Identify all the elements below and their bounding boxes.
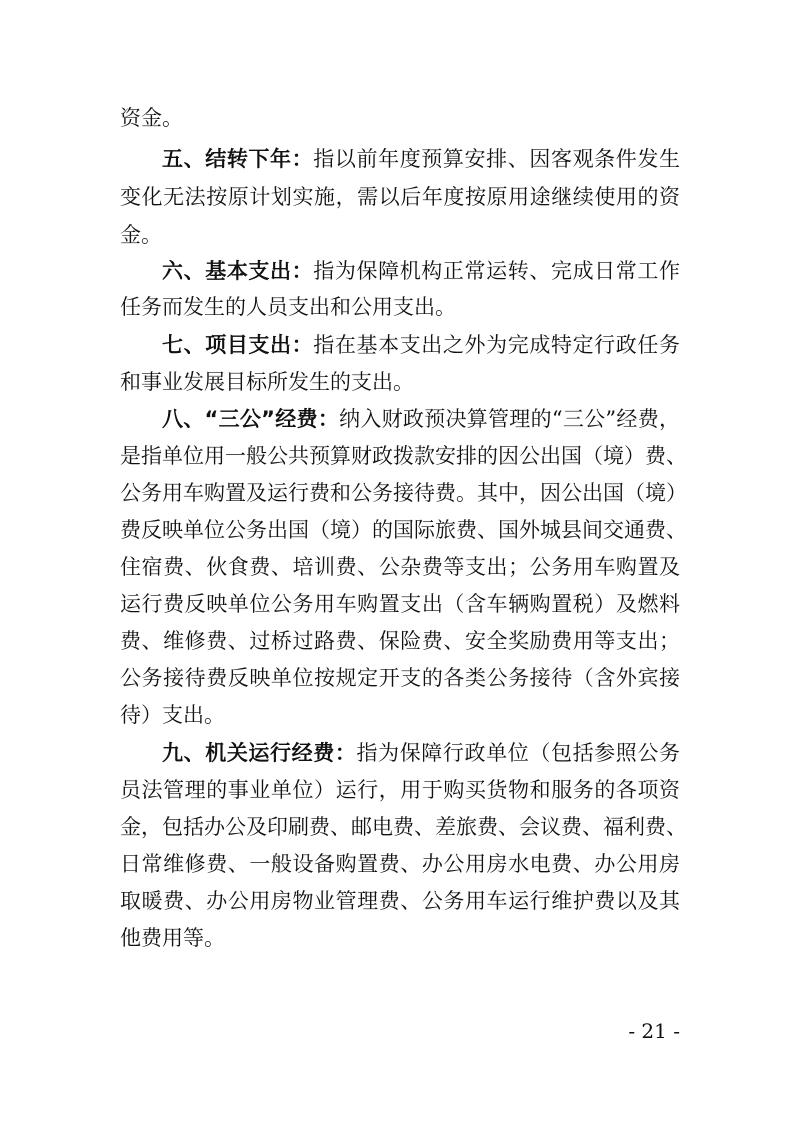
paragraph-line <box>120 663 680 693</box>
paragraph-line <box>120 478 687 508</box>
paragraph-heading-line <box>162 144 680 174</box>
line-text: 费、维修费、过桥过路费、保险费、安全奖励费用等支出； <box>120 629 680 653</box>
paragraph-line <box>120 589 680 619</box>
line-text: 金，包括办公及印刷费、邮电费、差旅费、会议费、福利费、 <box>120 815 687 839</box>
term-heading: 六、基本支出： <box>162 259 314 283</box>
paragraph-line <box>120 552 680 582</box>
line-text: 公务接待费反映单位按规定开支的各类公务接待（含外宾接 <box>120 666 680 690</box>
line-text: 员法管理的事业单位）运行，用于购买货物和服务的各项资 <box>120 778 680 802</box>
term-heading: 八、“三公”经费： <box>162 407 340 431</box>
line-text: 指在基本支出之外为完成特定行政任务 <box>313 333 681 357</box>
term-heading: 九、机关运行经费： <box>162 741 357 765</box>
line-text: 待）支出。 <box>120 703 225 727</box>
term-heading: 七、项目支出： <box>162 333 314 357</box>
line-text: 指以前年度预算安排、因客观条件发生 <box>313 147 681 171</box>
paragraph-line <box>120 849 680 879</box>
paragraph-heading-line <box>162 404 680 434</box>
paragraph-line <box>120 182 680 212</box>
paragraph-heading-line <box>162 738 680 768</box>
line-text: 任务而发生的人员支出和公用支出。 <box>120 295 456 319</box>
paragraph-line <box>120 441 687 471</box>
paragraph-line <box>120 367 680 397</box>
line-text: 和事业发展目标所发生的支出。 <box>120 370 414 394</box>
line-text: 住宿费、伙食费、培训费、公杂费等支出；公务用车购置及 <box>120 555 680 579</box>
paragraph-line-continuation <box>120 103 680 133</box>
paragraph-line <box>120 812 687 842</box>
line-text: 是指单位用一般公共预算财政拨款安排的因公出国（境）费、 <box>120 444 687 468</box>
paragraph-line <box>120 700 680 730</box>
paragraph-line <box>120 626 680 656</box>
paragraph-line <box>120 886 680 916</box>
paragraph-line <box>120 923 680 953</box>
term-heading: 五、结转下年： <box>162 147 314 171</box>
paragraph-heading-line <box>162 256 680 286</box>
paragraph-line <box>120 775 680 805</box>
paragraph-heading-line <box>162 330 680 360</box>
line-text: 指为保障行政单位（包括参照公务 <box>356 741 681 765</box>
paragraph-line <box>120 292 680 322</box>
page-number: - 21 - <box>628 1019 680 1043</box>
line-text: 公务用车购置及运行费和公务接待费。其中，因公出国（境） <box>120 481 687 505</box>
line-text: 日常维修费、一般设备购置费、办公用房水电费、办公用房 <box>120 852 680 876</box>
line-text: 运行费反映单位公务用车购置支出（含车辆购置税）及燃料 <box>120 592 680 616</box>
line-text: 金。 <box>120 223 162 247</box>
line-text: 纳入财政预决算管理的“三公”经费， <box>339 407 680 431</box>
line-text: 指为保障机构正常运转、完成日常工作 <box>313 259 681 283</box>
line-text: 变化无法按原计划实施，需以后年度按原用途继续使用的资 <box>120 185 680 209</box>
line-text: 取暖费、办公用房物业管理费、公务用车运行维护费以及其 <box>120 889 680 913</box>
line-text: 费反映单位公务出国（境）的国际旅费、国外城县间交通费、 <box>120 518 687 542</box>
paragraph-line <box>120 515 687 545</box>
line-text: 他费用等。 <box>120 926 225 950</box>
paragraph-line <box>120 220 680 250</box>
line-text: 资金。 <box>120 106 183 130</box>
